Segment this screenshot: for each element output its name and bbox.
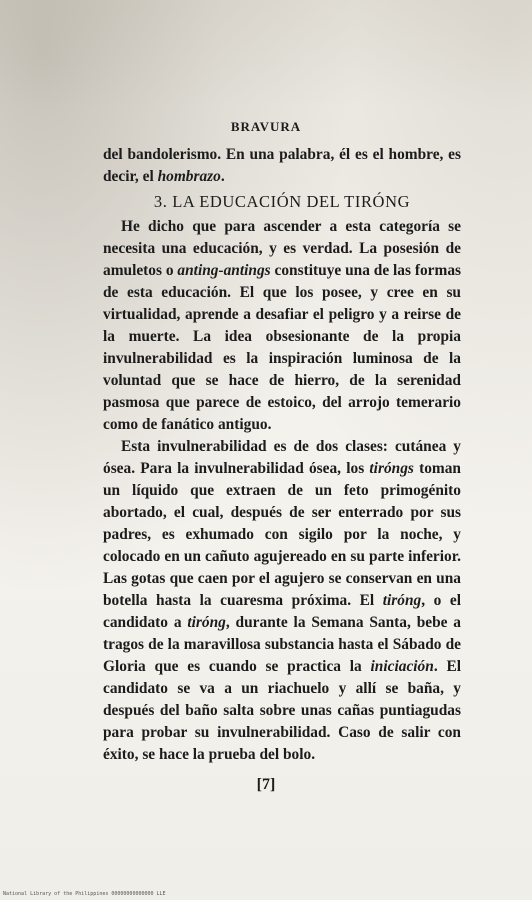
body-text: [103, 144, 461, 766]
paragraph: [103, 144, 461, 188]
section-heading: 3. LA EDUCACIÓN DEL TIRÓNG: [153, 192, 411, 211]
italic-run: hombrazo: [157, 168, 221, 185]
paragraphs-before-heading: [103, 144, 461, 188]
text-run: toman un líquido que extraen de un feto primogénito abortado, el cual, después de ser enterrado por sus padres, es exhumado con sigilo por la noche, y colocado en un cañuto agujereado en su parte inferior. Las gotas que caen por el agujero se conservan en una botella hasta la cuaresma próxima. El: [103, 460, 461, 609]
text-run: Esta invulnerabilidad es de dos clases: cutánea y ósea. Para la invulnerabilidad ósea, los: [103, 438, 461, 477]
scan-footer-note: National Library of the Philippines 00000000000000 LLE: [3, 891, 166, 897]
text-run: He dicho que para ascender a esta categoría se necesita una educación, y es verdad. La posesión de amuletos o: [103, 218, 461, 279]
text-run: constituye una de las formas de esta educación. El que los posee, y cree en su virtualidad, aprende a desafiar el peligro y a reirse de la muerte. La idea obsesionante de la propia invulnerabilidad es la inspiración luminosa de la voluntad que se hace de hierro, de la serenidad pasmosa que parece de estoico, del arrojo temerario como de fanático antiguo.: [103, 262, 461, 433]
text-run: del bandolerismo. En una palabra, él es el hombre, es decir, el: [103, 146, 461, 185]
page-number: [7]: [256, 776, 276, 793]
italic-run: tiróng: [187, 614, 226, 631]
paragraphs-after-heading: [103, 216, 461, 766]
text-run: , durante la Semana Santa, bebe a tragos de la maravillosa substancia hasta el Sábado de Gloria que es cuando se practica la: [103, 614, 462, 675]
italic-run: iniciación: [370, 658, 434, 675]
running-head: BRAVURA: [230, 119, 302, 134]
text-run: . El candidato se va a un riachuelo y allí se baña, y después del baño salta sobre unas cañas puntiagudas para probar su invulnerabilidad. Caso de salir con éxito, se hace la prueba del bolo.: [103, 658, 461, 763]
text-run: , o el candidato a: [103, 592, 461, 631]
paragraph: [103, 216, 461, 436]
italic-run: anting-antings: [177, 262, 271, 279]
italic-run: tiróng: [382, 592, 422, 609]
paragraph: [103, 436, 461, 766]
text-run: .: [220, 168, 225, 185]
italic-run: tiróngs: [369, 460, 414, 477]
